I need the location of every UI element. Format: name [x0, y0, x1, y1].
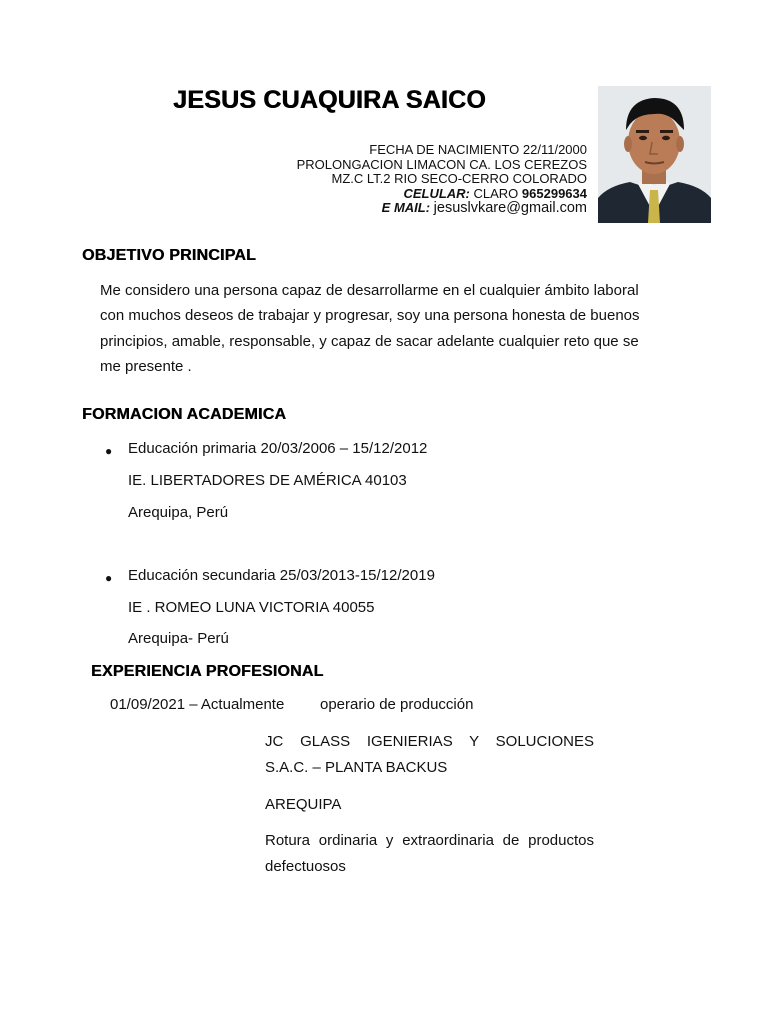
- experience-duties: Rotura ordinaria y extraordinaria de productos defectuosos: [265, 832, 594, 875]
- company-line-2: S.A.C. – PLANTA BACKUS: [265, 759, 448, 776]
- education-primary-level: Educación primaria 20/03/2006 – 15/12/2012: [128, 440, 428, 457]
- bullet-icon: ●: [105, 571, 113, 585]
- objective-heading: OBJETIVO PRINCIPAL: [82, 247, 256, 264]
- experience-role: operario de producción: [320, 696, 474, 713]
- phone-label: CELULAR:: [403, 185, 470, 201]
- education-secondary-school: IE . ROMEO LUNA VICTORIA 40055: [128, 599, 375, 616]
- contact-block: [297, 143, 587, 216]
- profile-photo: [598, 86, 711, 223]
- email-label: E MAIL:: [381, 200, 431, 215]
- education-primary-place: Arequipa, Perú: [128, 504, 229, 521]
- email-address: jesuslvkare@gmail.com: [433, 200, 587, 216]
- phone-number: 965299634: [521, 185, 587, 201]
- address-line-2: MZ.C LT.2 RIO SECO-CERRO COLORADO: [331, 171, 587, 186]
- experience-company: [265, 729, 594, 781]
- email-row: [297, 201, 587, 216]
- education-secondary-place: Arequipa- Perú: [128, 630, 229, 647]
- education-secondary-level: Educación secundaria 25/03/2013-15/12/2019: [128, 567, 435, 584]
- birth-date: FECHA DE NACIMIENTO 22/11/2000: [369, 142, 587, 157]
- experience-period: 01/09/2021 – Actualmente: [110, 696, 285, 713]
- objective-text: Me considero una persona capaz de desarrollarme en el cualquier ámbito laboral con muchos deseos de trabajar y progresar, soy una persona honesta de buenos principios, amable, responsable, y capaz de sacar adelante cualquier reto que se me presente .: [100, 282, 640, 375]
- experience-heading: EXPERIENCIA PROFESIONAL: [91, 663, 324, 680]
- bullet-icon: ●: [105, 444, 113, 458]
- company-line-1: JC GLASS IGENIERIAS Y SOLUCIONES: [265, 733, 594, 750]
- experience-city: AREQUIPA: [265, 796, 342, 813]
- profile-photo-image: [598, 86, 711, 223]
- phone-row: [297, 187, 587, 202]
- candidate-name: JESUS CUAQUIRA SAICO: [173, 86, 486, 114]
- education-primary-school: IE. LIBERTADORES DE AMÉRICA 40103: [128, 472, 407, 489]
- education-heading: FORMACION ACADEMICA: [82, 406, 287, 423]
- phone-carrier: CLARO: [473, 185, 519, 201]
- address-line-1: PROLONGACION LIMACON CA. LOS CEREZOS: [296, 156, 587, 172]
